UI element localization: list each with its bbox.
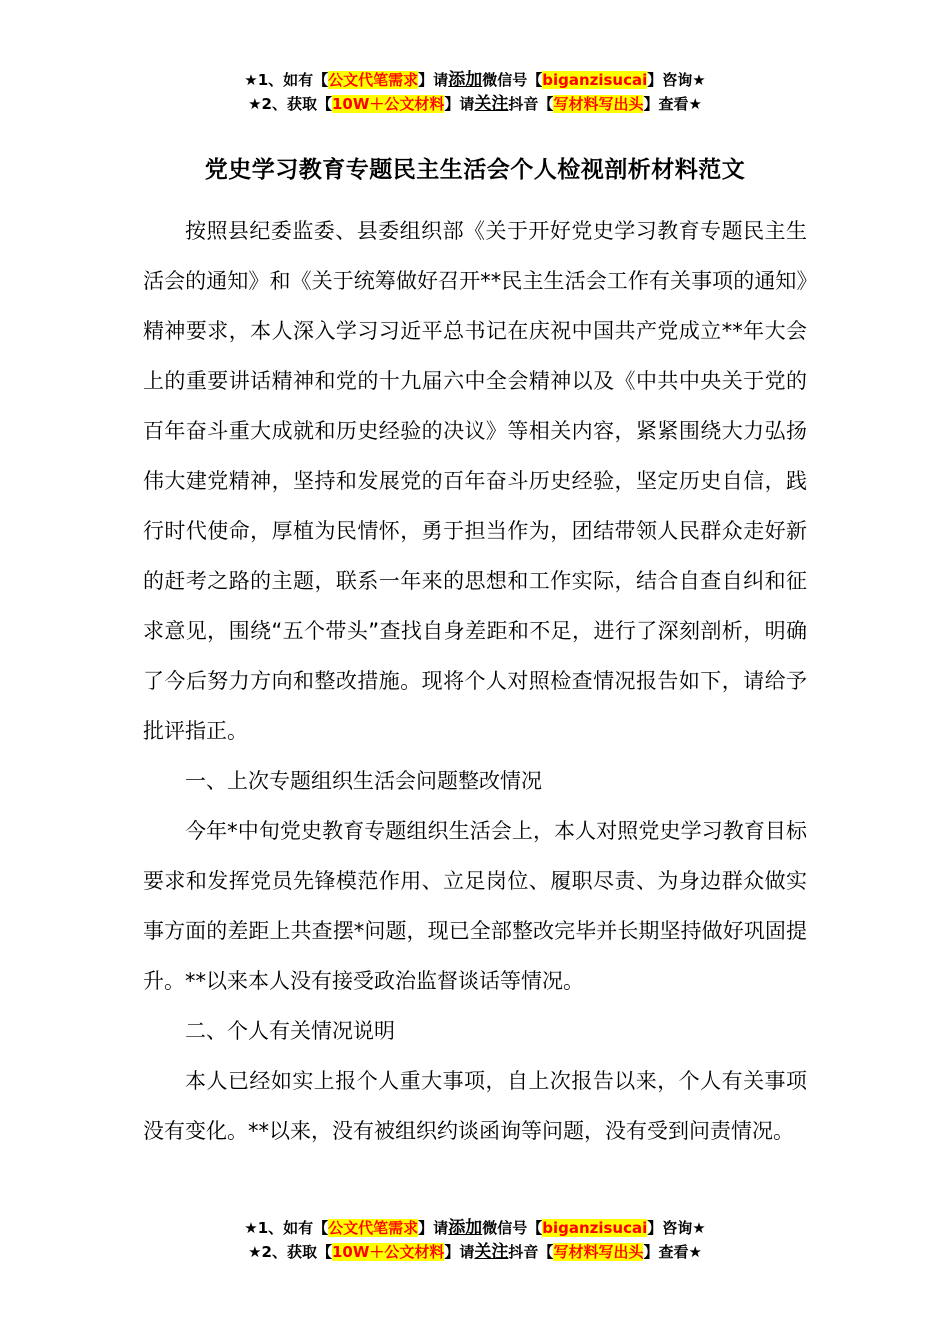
banner-line-2: [0, 92, 950, 116]
top-banner: [0, 68, 950, 116]
banner-emphasis-follow: 关注: [474, 94, 509, 114]
banner-emphasis-add: 添加: [448, 1218, 483, 1238]
banner-text: ★2、获取【: [248, 1243, 332, 1261]
banner-highlight-service: 公文代笔需求: [328, 1219, 419, 1237]
banner-text: 】请: [418, 1219, 449, 1237]
banner-highlight-materials: 10W＋公文材料: [331, 95, 445, 113]
banner-text: ★2、获取【: [248, 95, 332, 113]
banner-text: 】请: [444, 95, 475, 113]
banner-text: 】查看★: [643, 95, 702, 113]
banner-text: 】咨询★: [647, 71, 706, 89]
banner-text: 】请: [444, 1243, 475, 1261]
banner-highlight-wechat-id: biganzisucai: [542, 71, 648, 89]
banner-text: 抖音【: [508, 95, 554, 113]
banner-text: 微信号【: [482, 1219, 543, 1237]
banner-highlight-douyin: 写材料写出头: [553, 95, 644, 113]
banner-highlight-service: 公文代笔需求: [328, 71, 419, 89]
bottom-banner: [0, 1216, 950, 1264]
banner-text: 微信号【: [482, 71, 543, 89]
document-body: [143, 206, 807, 1156]
banner-emphasis-add: 添加: [448, 70, 483, 90]
banner-emphasis-follow: 关注: [474, 1242, 509, 1262]
section-heading-1: 一、上次专题组织生活会问题整改情况: [185, 769, 542, 793]
paragraph-section-1: 今年*中旬党史教育专题组织生活会上，本人对照党史学习教育目标要求和发挥党员先锋模范作用、立足岗位、履职尽责、为身边群众做实事方面的差距上共查摆*问题，现已全部整改完毕并长期坚持做好巩固提升。**以来本人没有接受政治监督谈话等情况。: [143, 819, 807, 993]
banner-highlight-douyin: 写材料写出头: [553, 1243, 644, 1261]
document-title: 党史学习教育专题民主生活会个人检视剖析材料范文: [204, 157, 746, 183]
banner-text: 】咨询★: [647, 1219, 706, 1237]
paragraph-intro: 按照县纪委监委、县委组织部《关于开好党史学习教育专题民主生活会的通知》和《关于统筹做好召开**民主生活会工作有关事项的通知》精神要求，本人深入学习习近平总书记在庆祝中国共产党成立**年大会上的重要讲话精神和党的十九届六中全会精神以及《中共中央关于党的百年奋斗重大成就和历史经验的决议》等相关内容，紧紧围绕大力弘扬伟大建党精神，坚持和发展党的百年奋斗历史经验，坚定历史自信，践行时代使命，厚植为民情怀，勇于担当作为，团结带领人民群众走好新的赶考之路的主题，联系一年来的思想和工作实际，结合自查自纠和征求意见，围绕“五个带头”查找自身差距和不足，进行了深刻剖析，明确了今后努力方向和整改措施。现将个人对照检查情况报告如下，请给予批评指正。: [143, 219, 807, 743]
banner-text: 】请: [418, 71, 449, 89]
banner-text: ★1、如有【: [244, 1219, 329, 1237]
paragraph-section-2: 本人已经如实上报个人重大事项，自上次报告以来，个人有关事项没有变化。**以来，没有被组织约谈函询等问题，没有受到问责情况。: [143, 1069, 807, 1143]
banner-text: ★1、如有【: [244, 71, 329, 89]
banner-line-2: [0, 1240, 950, 1264]
banner-highlight-wechat-id: biganzisucai: [542, 1219, 648, 1237]
banner-text: 抖音【: [508, 1243, 554, 1261]
banner-line-1: [0, 68, 950, 92]
banner-text: 】查看★: [643, 1243, 702, 1261]
banner-line-1: [0, 1216, 950, 1240]
banner-highlight-materials: 10W＋公文材料: [331, 1243, 445, 1261]
section-heading-2: 二、个人有关情况说明: [185, 1019, 395, 1043]
